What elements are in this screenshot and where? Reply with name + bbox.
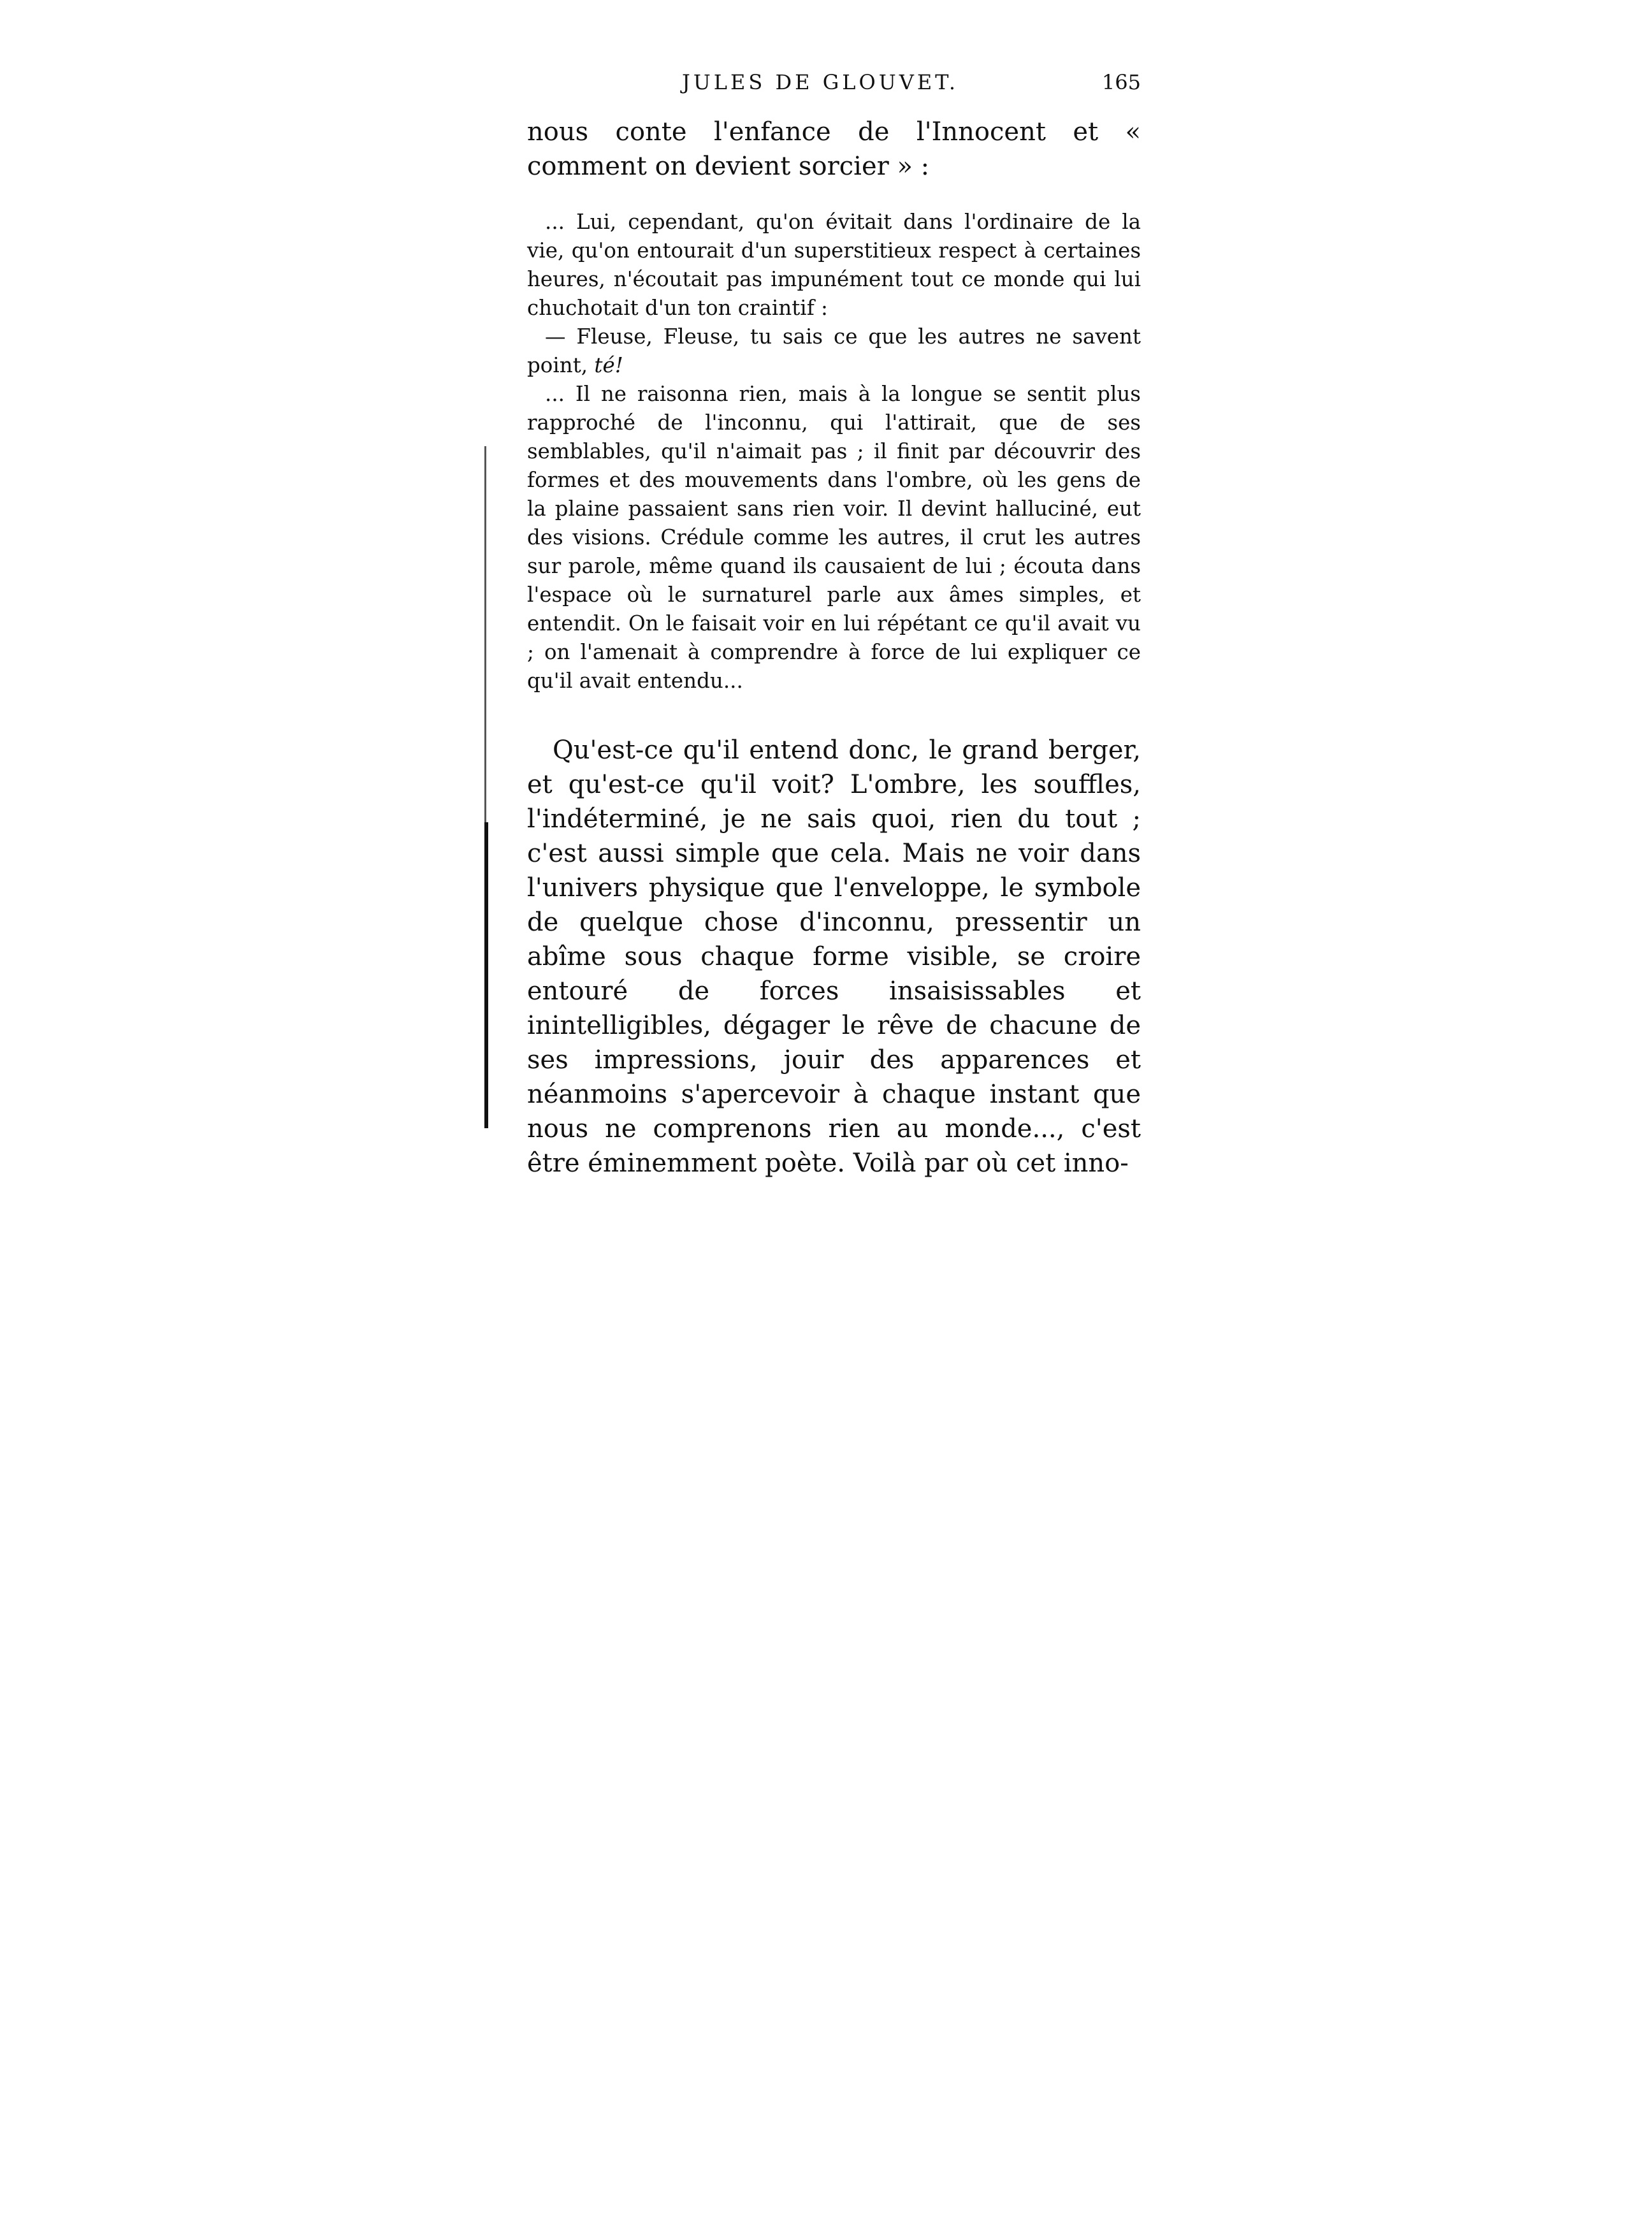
margin-rule-thick <box>484 822 488 1128</box>
quote-dialogue-text: — Fleuse, Fleuse, tu sais ce que les autres ne savent point, <box>527 324 1141 377</box>
margin-rule-thin <box>484 446 486 822</box>
main-paragraph: Qu'est-ce qu'il entend donc, le grand berger, et qu'est-ce qu'il voit? L'ombre, les souffles, l'indéterminé, je ne sais quoi, rien du tout ; c'est aussi simple que cela. Mais ne voir dans l'univers physique que l'enveloppe, le symbole de quelque chose d'inconnu, pressentir un abîme sous chaque forme visible, se croire entouré de forces insaisissables et inintelligibles, dégager le rêve de chacune de ses impressions, jouir des apparences et néanmoins s'apercevoir à chaque instant que nous ne comprenons rien au monde..., c'est être éminemment poète. Voilà par où cet inno- <box>527 736 1141 1178</box>
quote-dialogue-italic: té! <box>594 353 623 377</box>
quote-paragraph-3: ... Il ne raisonna rien, mais à la longue se sentit plus rapproché de l'inconnu, qui l'attirait, que de ses semblables, qu'il n'aimait pas ; il finit par découvrir des formes et des mouvements dans l'ombre, où les gens de la plaine passaient sans rien voir. Il devint halluciné, eut des visions. Crédule comme les autres, il crut les autres sur parole, même quand ils causaient de lui ; écouta dans l'espace où le surnaturel parle aux âmes simples, et entendit. On le faisait voir en lui répétant ce qu'il avait vu ; on l'amenait à comprendre à force de lui expliquer ce qu'il avait entendu... <box>527 382 1141 693</box>
running-title: JULES DE GLOUVET. <box>682 70 959 94</box>
quotation-block <box>527 208 1141 695</box>
page-header <box>682 70 1141 102</box>
quote-paragraph-2 <box>527 323 1141 380</box>
page-number: 165 <box>1101 70 1141 94</box>
quote-paragraph-1: ... Lui, cependant, qu'on évitait dans l'ordinaire de la vie, qu'on entourait d'un superstitieux respect à certaines heures, n'écoutait pas impunément tout ce monde qui lui chuchotait d'un ton craintif : <box>527 210 1141 320</box>
intro-paragraph: nous conte l'enfance de l'Innocent et « comment on devient sorcier » : <box>527 117 1141 181</box>
